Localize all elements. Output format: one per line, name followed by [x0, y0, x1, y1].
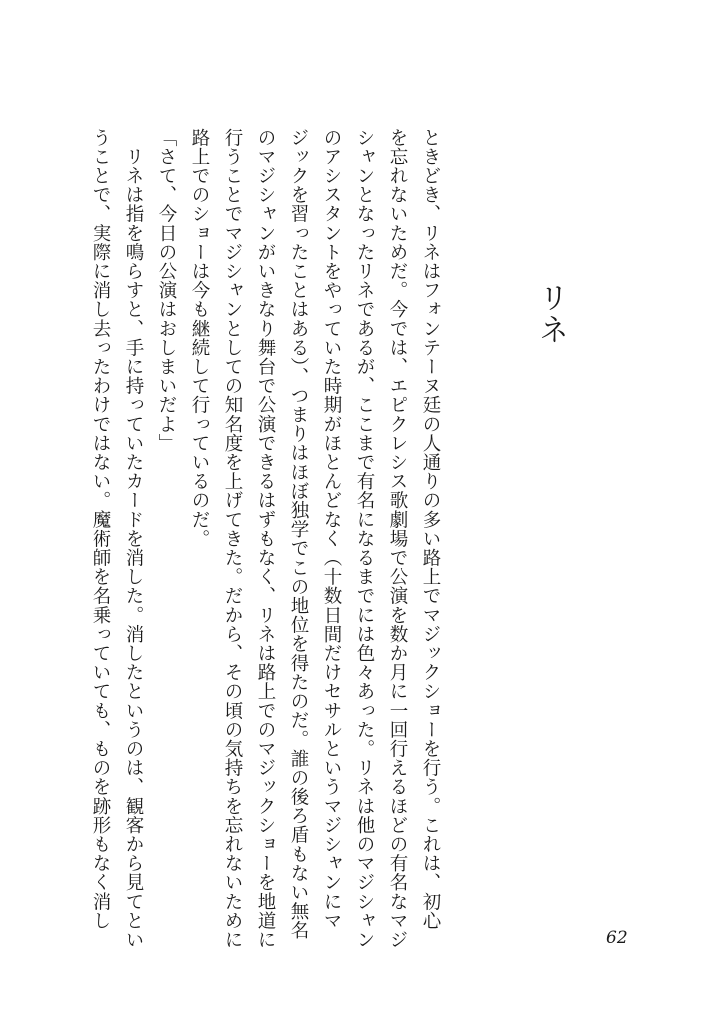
text-column: うことで、実際に消し去ったわけではない。魔術師を名乗っていても、ものを跡形もなく消し — [90, 128, 111, 931]
text-column: ジックを習ったことはある）、つまりはほぼ独学でこの地位を得たのだ。誰の後ろ盾もない無名 — [288, 128, 309, 941]
text-column: のアシスタントをやっていた時期がほとんどなく（十数日間だけセサルというマジシャンにマ — [321, 128, 342, 931]
page-number: 62 — [606, 928, 628, 948]
body-text — [84, 128, 447, 950]
text-column: シャンとなったリネであるが、ここまで有名になるまでには色々あった。リネは他のマジシャン — [354, 128, 375, 950]
text-column: を忘れないためだ。今では、エピクレシス歌劇場で公演を数か月に一回行えるほどの有名なマジ — [387, 128, 408, 950]
text-column: のマジシャンがいきなり舞台で公演できるはずもなく、リネは路上でのマジックショーを地道に — [255, 128, 276, 950]
text-column: ときどき、リネはフォンテーヌ廷の人通りの多い路上でマジックショーを行う。これは、初心 — [420, 128, 441, 931]
text-column: リネは指を鳴らすと、手に持っていたカードを消した。消したというのは、観客から見てとい — [123, 128, 144, 950]
chapter-title: リネ — [533, 282, 568, 346]
text-column: 行うことでマジシャンとしての知名度を上げてきた。だから、その頃の気持ちを忘れないために — [222, 128, 243, 950]
dialogue-column: 「さて、今日の公演はおしまいだよ」 — [156, 128, 177, 453]
text-column: 路上でのショーは今も継続して行っているのだ。 — [189, 128, 210, 549]
